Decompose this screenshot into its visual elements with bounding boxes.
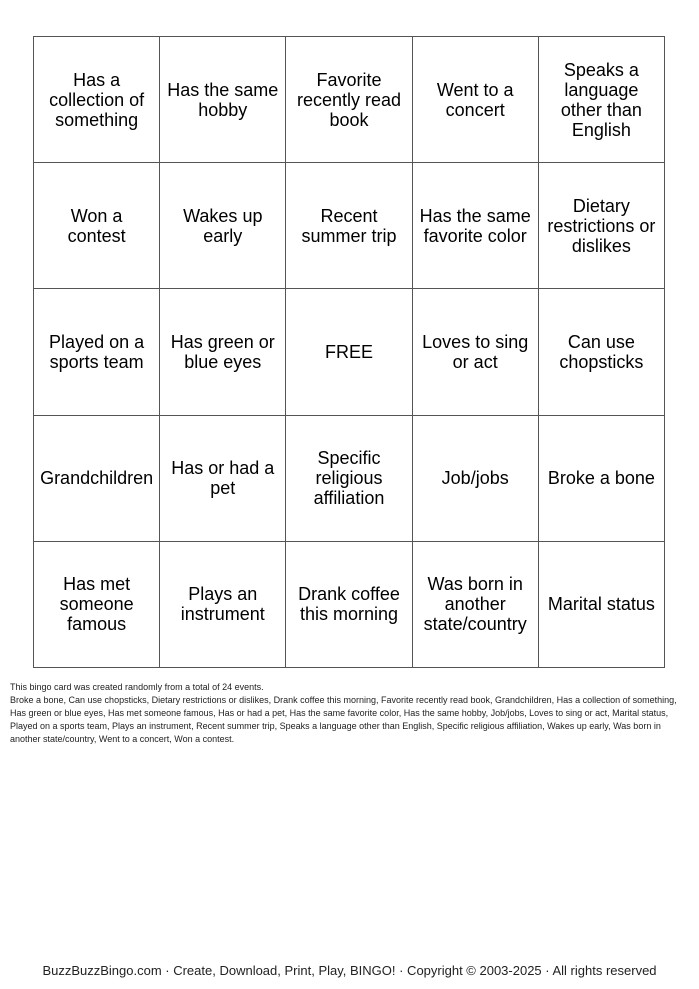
bingo-cell: Went to a concert — [413, 37, 539, 163]
bingo-cell: Recent summer trip — [286, 163, 412, 289]
bingo-cell: Has the same hobby — [160, 37, 286, 163]
events-list: Broke a bone, Can use chopsticks, Dietary restrictions or dislikes, Drank coffee this morning, Favorite recently read book, Grandchildren, Has a collection of something, Has green or blue eyes, Has met someone famous, Has or had a pet, Has the same favorite color, Has the same hobby, Job/jobs, Loves to sing or act, Marital status, Played on a sports team, Plays an instrument, Recent summer trip, Speaks a language other than English, Specific religious affiliation, Wakes up early, Was born in another state/country, Went to a concert, Won a contest. — [10, 695, 677, 744]
bingo-cell: Marital status — [539, 542, 665, 668]
bingo-card — [33, 36, 665, 668]
bingo-cell: Has a collection of something — [34, 37, 160, 163]
bingo-cell: Drank coffee this morning — [286, 542, 412, 668]
bingo-cell: Specific religious affiliation — [286, 416, 412, 542]
bingo-cell: Won a contest — [34, 163, 160, 289]
bingo-cell: Loves to sing or act — [413, 289, 539, 415]
bingo-cell: Played on a sports team — [34, 289, 160, 415]
bingo-cell: Was born in another state/country — [413, 542, 539, 668]
created-note: This bingo card was created randomly from a total of 24 events. — [10, 682, 264, 692]
bingo-cell: Broke a bone — [539, 416, 665, 542]
bingo-cell: Can use chopsticks — [539, 289, 665, 415]
bingo-cell: Has the same favorite color — [413, 163, 539, 289]
bingo-cell: Grandchildren — [34, 416, 160, 542]
bingo-cell: Has green or blue eyes — [160, 289, 286, 415]
bingo-cell: Speaks a language other than English — [539, 37, 665, 163]
bingo-cell: Favorite recently read book — [286, 37, 412, 163]
page-footer: BuzzBuzzBingo.com · Create, Download, Print, Play, BINGO! · Copyright © 2003-2025 · All rights reserved — [42, 963, 657, 978]
bingo-free-cell: FREE — [286, 289, 412, 415]
bingo-cell: Wakes up early — [160, 163, 286, 289]
bingo-cell: Plays an instrument — [160, 542, 286, 668]
bingo-cell: Has met someone famous — [34, 542, 160, 668]
bingo-cell: Job/jobs — [413, 416, 539, 542]
card-notes — [10, 681, 690, 746]
bingo-cell: Has or had a pet — [160, 416, 286, 542]
bingo-cell: Dietary restrictions or dislikes — [539, 163, 665, 289]
